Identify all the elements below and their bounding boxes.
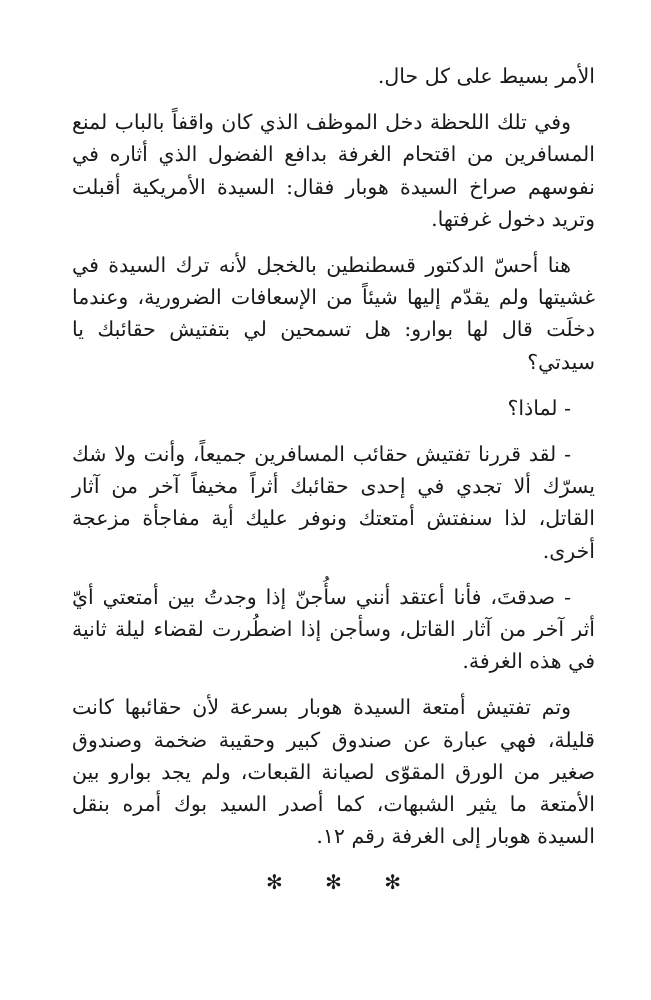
paragraph-7: وتم تفتيش أمتعة السيدة هوبار بسرعة لأن حقائبها كانت قليلة، فهي عبارة عن صندوق كبير وحقيبة ضخمة وصندوق صغير من الورق المقوّى لصيانة القبعات، ولم يجد بوارو بين الأمتعة ما يثير الشبهات، كما أصدر السيد بوك أمره بنقل السيدة هوبار إلى الغرفة رقم ١٢. [72,695,595,849]
paragraph-3: هنا أحسّ الدكتور قسطنطين بالخجل لأنه ترك السيدة في غشيتها ولم يقدّم إليها شيئاً من الإسعافات الضرورية، وعندما دخلَت قال لها بوارو: هل تسمحين لي بتفتيش حقائبك يا سيدتي؟ [72,253,595,374]
paragraph-1: الأمر بسيط على كل حال. [377,64,595,88]
paragraph-2: وفي تلك اللحظة دخل الموظف الذي كان واقفاً بالباب لمنع المسافرين من اقتحام الغرفة بدافع الفضول الذي أثاره في نفوسهم صراخ السيدة هوبار فقال: السيدة الأمريكية أقبلت وتريد دخول غرفتها. [72,110,595,231]
section-separator: ✻ ✻ ✻ [266,870,419,895]
paragraph-4: - لماذا؟ [507,395,571,420]
paragraph-5: - لقد قررنا تفتيش حقائب المسافرين جميعاً، وأنت ولا شك يسرّك ألا تجدي في إحدى حقائبك أثراً مخيفاً آخر من آثار القاتل، لذا سنفتش أمتعتك ونوفر عليك أية مفاجأة مزعجة أخرى. [72,442,595,563]
paragraph-6: - صدقتَ، فأنا أعتقد أنني سأُجنّ إذا وجدتُ بين أمتعتي أيّ أثر آخر من آثار القاتل، وسأجن إذا اضطُررت لقضاء ليلة ثانية في هذه الغرفة. [72,584,595,674]
